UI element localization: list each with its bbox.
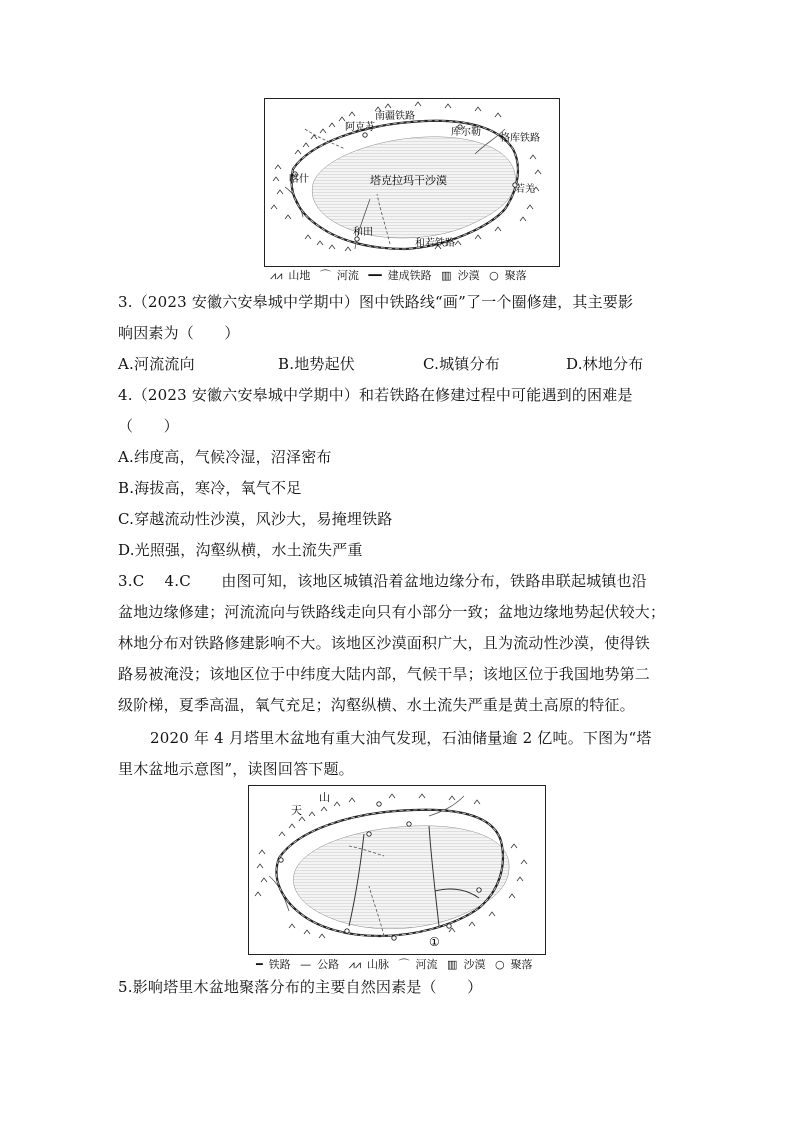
label-heruo-railway: 和若铁路 [415, 238, 455, 249]
label-geku-railway: 格库铁路 [500, 133, 540, 144]
answer-line5: 级阶梯，夏季高温，氧气充足；沟壑纵横、水土流失严重是黄土高原的特征。 [118, 696, 635, 714]
desert-area-2 [293, 826, 509, 929]
legend2-river: 河流 [415, 958, 438, 971]
q4-option-b: B.海拔高，寒冷，氧气不足 [118, 479, 302, 497]
legend2-desert: 沙漠 [463, 958, 486, 971]
legend-river: 河流 [336, 269, 359, 282]
q4-option-d: D.光照强，沟壑纵横，水土流失严重 [118, 541, 363, 559]
label-akesu: 阿克苏 [345, 122, 375, 133]
legend2-mountain: 山脉 [367, 958, 390, 971]
legend2-settlement: 聚落 [510, 958, 533, 971]
answer-line2: 盆地边缘修建；河流流向与铁路线走向只有小部分一致；盆地边缘地势起伏较大； [118, 603, 666, 621]
q4-option-a: A.纬度高，气候冷湿，沼泽密布 [118, 448, 332, 466]
basin-map-graphic [249, 786, 545, 954]
q3-option-c: C.城镇分布 [423, 355, 500, 373]
legend-settlement: 聚落 [504, 269, 527, 282]
q5-stem: 5.影响塔里木盆地聚落分布的主要自然因素是（ ） [118, 978, 483, 996]
tarim-railway-map [264, 98, 560, 267]
q4-stem-line1: 4.（2023 安徽六安皋城中学期中）和若铁路在修建过程中可能遇到的困难是 [118, 386, 633, 404]
q3-stem-line2: 响因素为（ ） [118, 324, 240, 342]
intro-line1: 2020 年 4 月塔里木盆地有重大油气发现，石油储量逾 2 亿吨。下图为“塔 [150, 729, 652, 747]
label-kashi: 喀什 [289, 174, 309, 185]
q3-option-b: B.地势起伏 [278, 355, 355, 373]
label-shan: 山 [319, 791, 330, 804]
label-nanjiang-railway: 南疆铁路 [375, 111, 415, 122]
legend2-railway: 铁路 [268, 958, 291, 971]
label-desert: 塔克拉玛干沙漠 [370, 174, 447, 187]
answer-line3: 林地分布对铁路修建影响不大。该地区沙漠面积广大，且为流动性沙漠，使得铁 [118, 634, 651, 652]
desert-area [312, 137, 515, 238]
tarim-basin-map [248, 785, 546, 955]
legend-mountain: 山地 [288, 269, 311, 282]
q3-option-d: D.林地分布 [566, 355, 644, 373]
label-hetian: 和田 [353, 227, 373, 238]
legend2-road: 公路 [317, 958, 340, 971]
label-kuerle: 库尔勒 [451, 127, 481, 138]
answer-line4: 路易被淹没；该地区位于中纬度大陆内部，气候干旱；该地区位于我国地势第二 [118, 665, 651, 683]
map1-legend: ⩘⩘ 山地 ⌒ 河流 ━━ 建成铁路 ▥ 沙漠 ○ 聚落 [270, 269, 527, 282]
railway-map-graphic [265, 99, 559, 266]
label-tian: 天 [291, 804, 302, 817]
q3-stem-line1: 3.（2023 安徽六安皋城中学期中）图中铁路线“画”了一个圈修建，其主要影 [118, 293, 634, 311]
q3-option-a: A.河流流向 [118, 355, 195, 373]
label-ruoqiang: 若羌 [515, 184, 535, 195]
legend-railway: 建成铁路 [387, 269, 432, 282]
q4-stem-line2: （ ） [118, 417, 179, 435]
answer-line1: 3.C 4.C 由图可知，该地区城镇沿着盆地边缘分布，铁路串联起城镇也沿 [118, 572, 647, 590]
label-circle-1: ① [429, 935, 440, 949]
legend-desert: 沙漠 [457, 269, 480, 282]
map2-legend: ━ 铁路 — 公路 ⩘⩘ 山脉 ⌒ 河流 ▥ 沙漠 ○ 聚落 [256, 958, 533, 971]
intro-line2: 里木盆地示意图”，读图回答下题。 [118, 760, 354, 778]
q4-option-c: C.穿越流动性沙漠，风沙大，易掩埋铁路 [118, 510, 393, 528]
